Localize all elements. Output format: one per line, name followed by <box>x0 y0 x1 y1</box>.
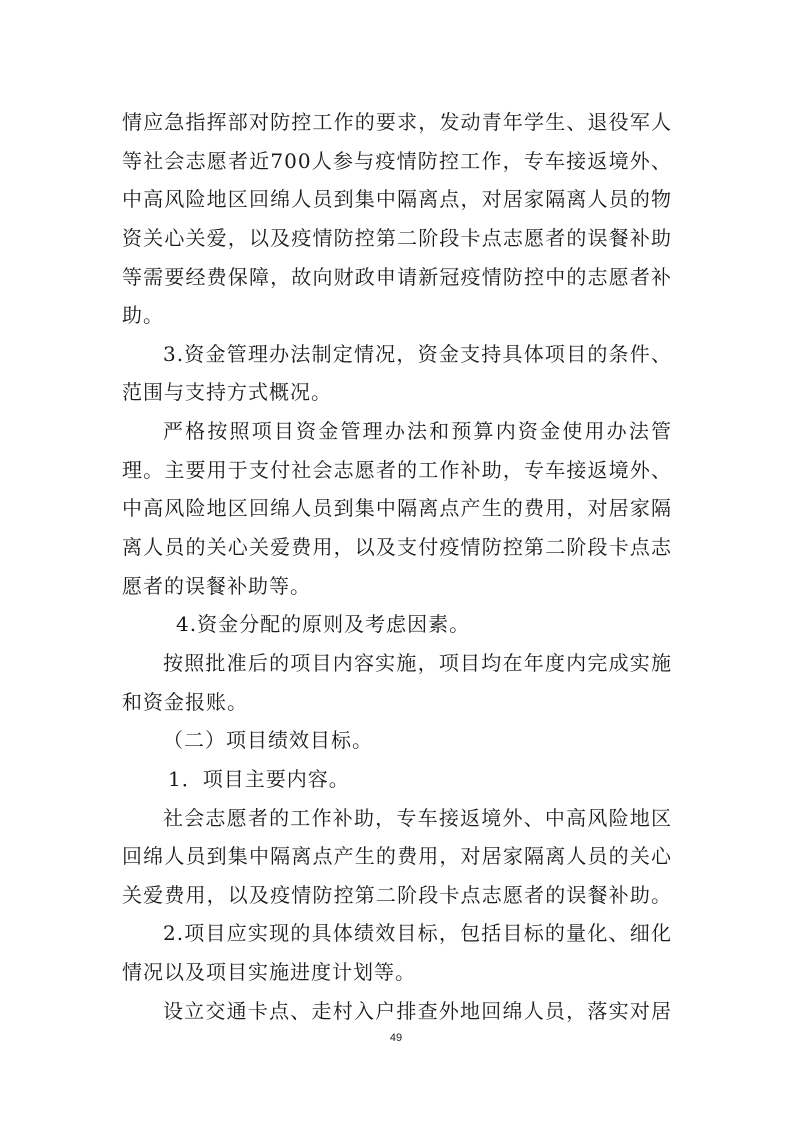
text-line: 离人员的关心关爱费用，以及支付疫情防控第二阶段卡点志 <box>122 535 672 560</box>
subheading <box>122 605 672 644</box>
text-line: 回绵人员到集中隔离点产生的费用，对居家隔离人员的关心 <box>122 844 672 869</box>
text-line: 社会志愿者的工作补助，专车接返境外、中高风险地区 <box>163 805 672 830</box>
paragraph <box>122 992 672 1031</box>
text-line: 资关心关爱，以及疫情防控第二阶段卡点志愿者的误餐补助 <box>122 225 672 250</box>
subheading <box>122 914 672 991</box>
page-number: 49 <box>389 1032 403 1044</box>
text-line: 中高风险地区回绵人员到集中隔离点产生的费用，对居家隔 <box>122 496 672 521</box>
text-line: 理。主要用于支付社会志愿者的工作补助，专车接返境外、 <box>122 457 672 482</box>
paragraph <box>122 103 672 335</box>
subheading <box>122 335 672 412</box>
text-line: 1．项目主要内容。 <box>168 766 350 791</box>
text-line: 助。 <box>122 303 164 328</box>
text-line: 关爱费用，以及疫情防控第二阶段卡点志愿者的误餐补助。 <box>122 882 672 907</box>
text-line: 严格按照项目资金管理办法和预算内资金使用办法管 <box>163 419 672 444</box>
section-heading <box>122 721 672 760</box>
text-line: 愿者的误餐补助等。 <box>122 573 311 598</box>
text-line: 情况以及项目实施进度计划等。 <box>122 960 416 985</box>
paragraph <box>122 799 672 915</box>
text-line: 等社会志愿者近700人参与疫情防控工作，专车接返境外、 <box>122 148 672 173</box>
text-line: 设立交通卡点、走村入户排查外地回绵人员，落实对居 <box>163 998 672 1023</box>
text-line: （二）项目绩效目标。 <box>163 728 373 753</box>
body-text <box>122 103 672 1030</box>
paragraph <box>122 644 672 721</box>
text-line: 4.资金分配的原则及考虑因素。 <box>176 612 471 637</box>
text-line: 2.项目应实现的具体绩效目标，包括目标的量化、细化 <box>163 921 672 946</box>
text-line: 情应急指挥部对防控工作的要求，发动青年学生、退役军人 <box>122 110 672 134</box>
subheading <box>122 760 672 799</box>
text-line: 中高风险地区回绵人员到集中隔离点，对居家隔离人员的物 <box>122 187 672 212</box>
text-line: 等需要经费保障，故向财政申请新冠疫情防控中的志愿者补 <box>122 264 672 289</box>
text-line: 按照批准后的项目内容实施，项目均在年度内完成实施 <box>163 650 672 675</box>
paragraph <box>122 412 672 605</box>
text-line: 范围与支持方式概况。 <box>122 380 332 405</box>
text-line: 3.资金管理办法制定情况，资金支持具体项目的条件、 <box>163 341 672 366</box>
text-line: 和资金报账。 <box>122 689 248 714</box>
